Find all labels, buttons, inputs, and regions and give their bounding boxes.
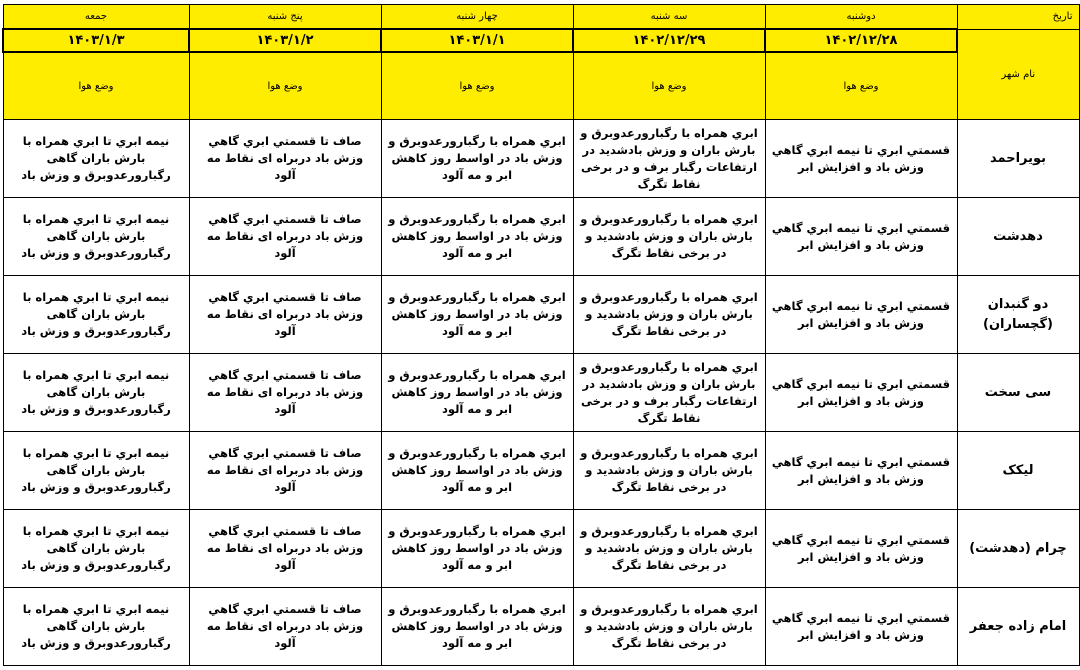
table-row	[3, 588, 1079, 666]
forecast-cell: ابري همراه با رگبارورعدوبرق و وزش باد در اواسط روز کاهش ابر و مه آلود	[381, 588, 573, 666]
header-day: دوشنبه	[765, 5, 957, 30]
forecast-cell: نیمه ابري تا ابري همراه با بارش باران گاهی رگبارورعدوبرق و وزش باد	[3, 432, 189, 510]
forecast-cell: ابري همراه با رگبارورعدوبرق و بارش باران و وزش بادشدید و در برخی نقاط تگرگ	[573, 198, 765, 276]
forecast-cell: صاف تا قسمتي ابري گاهي وزش باد دربراه ای نقاط مه آلود	[189, 588, 381, 666]
table-row	[3, 276, 1079, 354]
forecast-cell: ابري همراه با رگبارورعدوبرق و بارش باران و وزش بادشدید در ارتفاعات رگبار برف و در برخی نقاط تگرگ	[573, 120, 765, 198]
forecast-cell: صاف تا قسمتي ابري گاهي وزش باد دربراه ای نقاط مه آلود	[189, 198, 381, 276]
forecast-cell: ابري همراه با رگبارورعدوبرق و وزش باد در اواسط روز کاهش ابر و مه آلود	[381, 510, 573, 588]
header-date: ۱۴۰۲/۱۲/۲۹	[573, 29, 765, 52]
forecast-cell: صاف تا قسمتي ابري گاهي وزش باد دربراه ای نقاط مه آلود	[189, 120, 381, 198]
header-date-label: تاریخ	[957, 5, 1079, 30]
header-city-label: نام شهر	[957, 29, 1079, 120]
city-name: دو گنبدان (گچساران)	[957, 276, 1079, 354]
forecast-cell: نیمه ابري تا ابري همراه با بارش باران گاهی رگبارورعدوبرق و وزش باد	[3, 510, 189, 588]
table-row	[3, 120, 1079, 198]
forecast-cell: ابري همراه با رگبارورعدوبرق و وزش باد در اواسط روز کاهش ابر و مه آلود	[381, 354, 573, 432]
city-name: دهدشت	[957, 198, 1079, 276]
table-row	[3, 354, 1079, 432]
forecast-cell: قسمتي ابري تا نيمه ابري گاهي وزش باد و افزایش ابر	[765, 354, 957, 432]
forecast-cell: قسمتي ابري تا نيمه ابري گاهي وزش باد و افزایش ابر	[765, 276, 957, 354]
forecast-cell: ابري همراه با رگبارورعدوبرق و وزش باد در اواسط روز کاهش ابر و مه آلود	[381, 198, 573, 276]
forecast-cell: ابري همراه با رگبارورعدوبرق و وزش باد در اواسط روز کاهش ابر و مه آلود	[381, 276, 573, 354]
forecast-cell: ابري همراه با رگبارورعدوبرق و وزش باد در اواسط روز کاهش ابر و مه آلود	[381, 432, 573, 510]
forecast-cell: ابري همراه با رگبارورعدوبرق و بارش باران و وزش بادشدید و در برخی نقاط تگرگ	[573, 432, 765, 510]
forecast-cell: ابري همراه با رگبارورعدوبرق و بارش باران و وزش بادشدید و در برخی نقاط تگرگ	[573, 510, 765, 588]
city-name: امام زاده جعفر	[957, 588, 1079, 666]
forecast-cell: ابري همراه با رگبارورعدوبرق و بارش باران و وزش بادشدید و در برخی نقاط تگرگ	[573, 588, 765, 666]
forecast-cell: قسمتي ابري تا نيمه ابري گاهي وزش باد و افزایش ابر	[765, 510, 957, 588]
table-row	[3, 432, 1079, 510]
forecast-cell: صاف تا قسمتي ابري گاهي وزش باد دربراه ای نقاط مه آلود	[189, 354, 381, 432]
header-weather-label: وضع هوا	[573, 52, 765, 120]
city-name: لیکک	[957, 432, 1079, 510]
forecast-cell: قسمتي ابري تا نيمه ابري گاهي وزش باد و افزایش ابر	[765, 588, 957, 666]
forecast-cell: ابري همراه با رگبارورعدوبرق و وزش باد در اواسط روز کاهش ابر و مه آلود	[381, 120, 573, 198]
header-day: جمعه	[3, 5, 189, 30]
forecast-cell: صاف تا قسمتي ابري گاهي وزش باد دربراه ای نقاط مه آلود	[189, 276, 381, 354]
forecast-cell: ابري همراه با رگبارورعدوبرق و بارش باران و وزش بادشدید و در برخی نقاط تگرگ	[573, 276, 765, 354]
forecast-cell: قسمتي ابري تا نيمه ابري گاهي وزش باد و افزایش ابر	[765, 120, 957, 198]
forecast-cell: قسمتي ابري تا نيمه ابري گاهي وزش باد و افزایش ابر	[765, 198, 957, 276]
header-date: ۱۴۰۳/۱/۲	[189, 29, 381, 52]
header-date: ۱۴۰۲/۱۲/۲۸	[765, 29, 957, 52]
header-day: سه شنبه	[573, 5, 765, 30]
header-weather-label: وضع هوا	[3, 52, 189, 120]
header-date: ۱۴۰۳/۱/۱	[381, 29, 573, 52]
forecast-cell: نیمه ابري تا ابري همراه با بارش باران گاهی رگبارورعدوبرق و وزش باد	[3, 120, 189, 198]
header-day: چهار شنبه	[381, 5, 573, 30]
forecast-cell: صاف تا قسمتي ابري گاهي وزش باد دربراه ای نقاط مه آلود	[189, 432, 381, 510]
forecast-cell: نیمه ابري تا ابري همراه با بارش باران گاهی رگبارورعدوبرق و وزش باد	[3, 354, 189, 432]
city-name: چرام (دهدشت)	[957, 510, 1079, 588]
forecast-table	[2, 4, 1080, 666]
header-weather-label: وضع هوا	[765, 52, 957, 120]
city-name: سی سخت	[957, 354, 1079, 432]
table-row	[3, 510, 1079, 588]
forecast-cell: نیمه ابري تا ابري همراه با بارش باران گاهی رگبارورعدوبرق و وزش باد	[3, 198, 189, 276]
forecast-cell: قسمتي ابري تا نيمه ابري گاهي وزش باد و افزایش ابر	[765, 432, 957, 510]
city-name: بویراحمد	[957, 120, 1079, 198]
header-weather-label: وضع هوا	[381, 52, 573, 120]
forecast-cell: صاف تا قسمتي ابري گاهي وزش باد دربراه ای نقاط مه آلود	[189, 510, 381, 588]
forecast-cell: نیمه ابري تا ابري همراه با بارش باران گاهی رگبارورعدوبرق و وزش باد	[3, 276, 189, 354]
header-date: ۱۴۰۳/۱/۳	[3, 29, 189, 52]
forecast-cell: ابري همراه با رگبارورعدوبرق و بارش باران و وزش بادشدید در ارتفاعات رگبار برف و در برخی نقاط تگرگ	[573, 354, 765, 432]
header-weather-label: وضع هوا	[189, 52, 381, 120]
table-row	[3, 198, 1079, 276]
header-day: پنج شنبه	[189, 5, 381, 30]
forecast-cell: نیمه ابري تا ابري همراه با بارش باران گاهی رگبارورعدوبرق و وزش باد	[3, 588, 189, 666]
